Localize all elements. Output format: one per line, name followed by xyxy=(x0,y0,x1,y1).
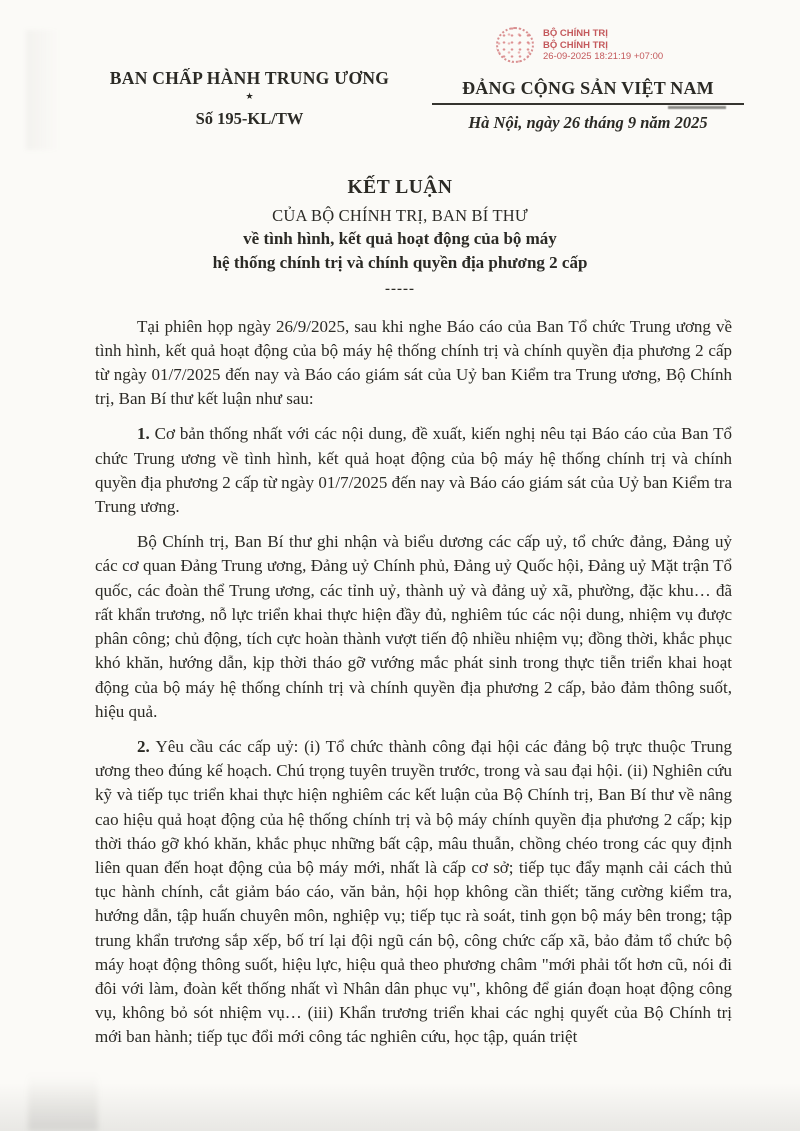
paragraph xyxy=(95,315,732,412)
title-line-2: CỦA BỘ CHÍNH TRỊ, BAN BÍ THƯ xyxy=(272,205,528,225)
header-right-block xyxy=(432,24,744,133)
paragraph-number: 2. xyxy=(137,736,156,756)
title-line-4: hệ thống chính trị và chính quyền địa phương 2 cấp xyxy=(212,253,588,273)
title-separator: ----- xyxy=(385,281,415,298)
issuing-org-name: BAN CHẤP HÀNH TRUNG ƯƠNG xyxy=(109,68,390,88)
header-left-block xyxy=(92,68,407,129)
paragraph xyxy=(95,422,732,519)
stamp-text xyxy=(543,24,663,63)
party-name-heading: ĐẢNG CỘNG SẢN VIỆT NAM xyxy=(432,78,744,105)
scan-artifact xyxy=(28,1073,98,1131)
paragraph xyxy=(95,530,732,724)
document-body xyxy=(95,315,732,1050)
stamp-timestamp: 26-09-2025 18:21:19 +07:00 xyxy=(543,51,664,62)
paragraph-number: 1. xyxy=(137,424,155,444)
scan-artifact xyxy=(0,1083,800,1131)
paragraph-text: Bộ Chính trị, Ban Bí thư ghi nhận và biểu dương các cấp uỷ, tổ chức đảng, Đảng uỷ các cơ quan Đảng Trung ương, Đảng uỷ Chính phủ, Đảng uỷ Quốc hội, Đảng uỷ Mặt trận Tổ quốc, các đoàn thể Trung ương, các tỉnh uỷ, thành uỷ và đảng uỷ xã, phường, đặc khu… đã rất khẩn trương, nỗ lực triển khai thực hiện đầy đủ, nghiêm túc các nội dung, nhiệm vụ được phân công; chủ động, tích cực hoàn thành vượt tiến độ nhiều nhiệm vụ; đồng thời, khắc phục khó khăn, hướng dẫn, kịp thời tháo gỡ vướng mắc phát sinh trong thực tiễn triển khai hoạt động của bộ máy hệ thống chính trị và chính quyền địa phương 2 cấp, bảo đảm thông suốt, hiệu quả. xyxy=(95,532,732,721)
paragraph-text: Cơ bản thống nhất với các nội dung, đề xuất, kiến nghị nêu tại Báo cáo của Ban Tổ chức Trung ương về tình hình, kết quả hoạt động của bộ máy hệ thống chính trị và chính quyền địa phương 2 cấp từ ngày 01/7/2025 đến nay và Báo cáo giám sát của Uỷ ban Kiểm tra Trung ương. xyxy=(95,424,732,517)
title-line-1: KẾT LUẬN xyxy=(347,177,453,198)
document-header xyxy=(0,0,800,158)
digital-signature-stamp xyxy=(496,24,744,72)
paragraph-text: Tại phiên họp ngày 26/9/2025, sau khi nghe Báo cáo của Ban Tổ chức Trung ương về tình hình, kết quả hoạt động của bộ máy hệ thống chính trị và chính quyền địa phương 2 cấp từ ngày 01/7/2025 đến nay và Báo cáo giám sát của Uỷ ban Kiểm tra Trung ương, Bộ Chính trị, Ban Bí thư kết luận như sau: xyxy=(95,316,732,409)
title-line-3: về tình hình, kết quả hoạt động của bộ máy xyxy=(243,229,557,249)
stamp-line-2: BỘ CHÍNH TRỊ xyxy=(543,39,608,51)
scan-smudge xyxy=(668,106,726,109)
stamp-line-1: BỘ CHÍNH TRỊ xyxy=(543,28,608,39)
red-seal-icon xyxy=(496,27,534,63)
paragraph-text: Yêu cầu các cấp uỷ: (i) Tổ chức thành công đại hội các đảng bộ trực thuộc Trung ương theo đúng kế hoạch. Chú trọng tuyên truyền trước, trong và sau đại hội. (ii) Nghiên cứu kỹ và tiếp tục triển khai thực hiện nghiêm các kết luận của Bộ Chính trị, Ban Bí thư về nâng cao hiệu quả hoạt động của hệ thống chính trị và bộ máy chính quyền địa phương 2 cấp; kịp thời tháo gỡ khó khăn, khắc phục những bất cập, mâu thuẫn, chồng chéo trong các quy định liên quan đến hoạt động của bộ máy mới, nhất là cấp cơ sở; tiếp tục đẩy mạnh cải cách thủ tục hành chính, cắt giảm báo cáo, văn bản, hội họp không cần thiết; tăng cường kiểm tra, hướng dẫn, tập huấn chuyên môn, nghiệp vụ; tiếp tục rà soát, tinh gọn bộ máy bên trong; tập trung khẩn trương sắp xếp, bố trí lại đội ngũ cán bộ, công chức cấp xã, bảo đảm tổ chức bộ máy hoạt động thông suốt, hiệu lực, hiệu quả theo phương châm "mới phải tốt hơn cũ, nói đi đôi với làm, đoàn kết thống nhất vì Nhân dân phục vụ", không để gián đoạn hoạt động công vụ, không bỏ sót nhiệm vụ… (iii) Khẩn trương triển khai các nghị quyết của Bộ Chính trị mới ban hành; tiếp tục đổi mới công tác nghiên cứu, học tập, quán triệt xyxy=(95,736,732,1047)
document-number: Số 195-KL/TW xyxy=(195,109,304,128)
star-separator-icon: ★ xyxy=(245,91,254,101)
place-and-date: Hà Nội, ngày 26 tháng 9 năm 2025 xyxy=(468,113,708,132)
paragraph xyxy=(95,735,732,1050)
document-title-block xyxy=(0,174,800,301)
